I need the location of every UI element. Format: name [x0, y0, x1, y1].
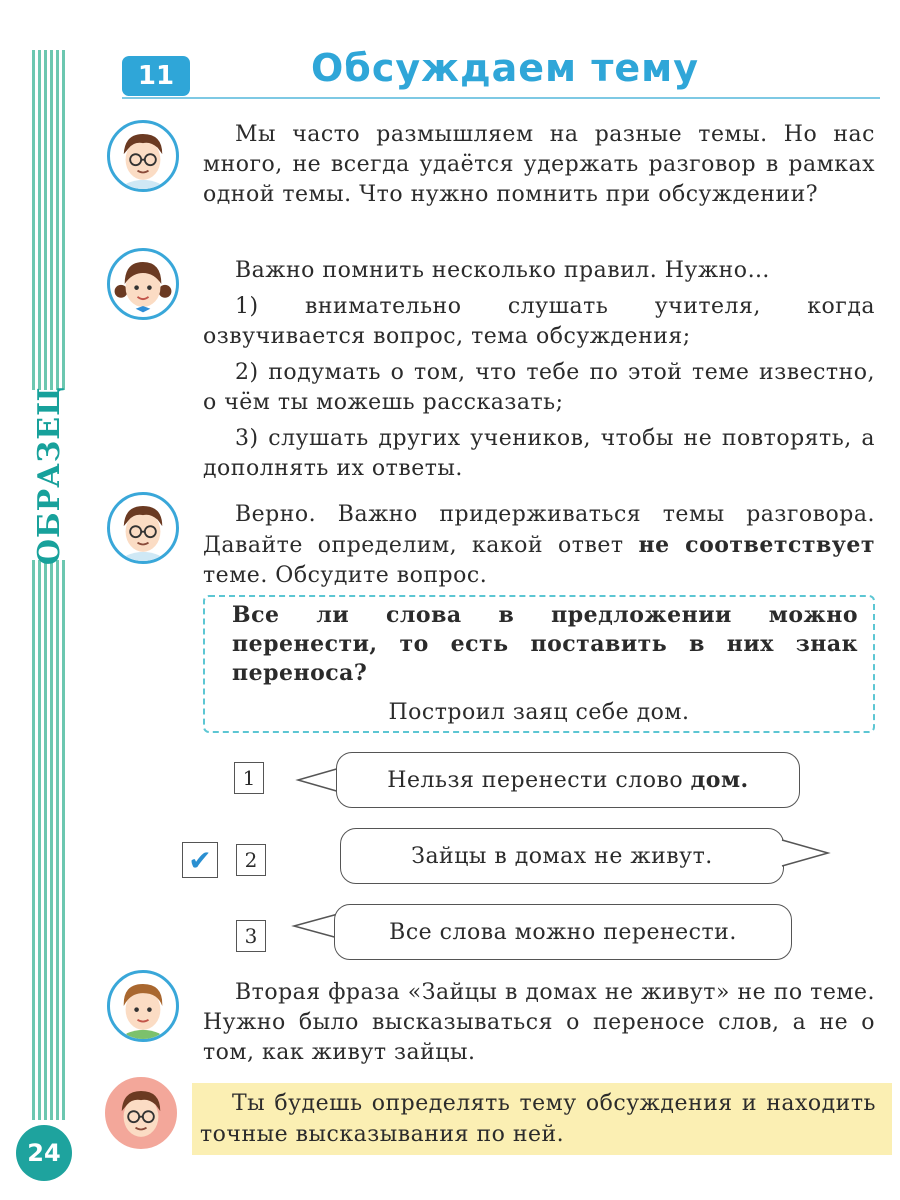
page-number: 24: [16, 1125, 72, 1181]
rule-item-2: 2) подумать о том, что тебе по этой теме известно, о чём ты можешь рассказать;: [203, 360, 875, 415]
lesson-number-badge: 11: [122, 56, 190, 96]
girl-avatar-icon: [107, 248, 179, 320]
rule-item-3: 3) слушать других учеников, чтобы не повторять, а дополнять их ответы.: [203, 426, 875, 481]
speech-bubble-tail: [296, 766, 340, 794]
answer-number-2: 2: [236, 844, 266, 876]
boy-glasses-avatar-icon: [107, 120, 179, 192]
sample-watermark: ОБРАЗЕЦ: [28, 390, 72, 560]
title-divider: [122, 97, 880, 99]
answer-number-1: 1: [234, 762, 264, 794]
speech-bubble-tail: [292, 910, 338, 940]
answer-number-3: 3: [236, 920, 266, 952]
answer-bubble-1: Нельзя перенести слово дом.: [336, 752, 800, 808]
summary-text: Ты будешь определять тему обсуждения и находить точные высказывания по ней.: [200, 1091, 876, 1147]
answer-bubble-3: Все слова можно перенести.: [334, 904, 792, 960]
answer-checkbox-2[interactable]: [182, 842, 218, 878]
page-title: Обсуждаем тему: [311, 46, 699, 90]
side-stripes-decoration: [32, 50, 68, 1120]
explanation-text: Вторая фраза «Зайцы в домах не живут» не по теме. Нужно было высказываться о переносе слов, а не о том, как живут зайцы.: [203, 980, 875, 1065]
task-sentence: Построил заяц себе дом.: [388, 700, 690, 725]
intro-text: Мы часто размышляем на разные темы. Но нас много, не всегда удаётся удержать разговор в рамках одной темы. Что нужно помнить при обсуждении?: [203, 122, 875, 207]
rules-lead: Важно помнить несколько правил. Нужно…: [235, 258, 771, 283]
task-question: Все ли слова в предложении можно перенести, то есть поставить в них знак переноса?: [232, 602, 858, 686]
teacher-reply: Верно. Важно придерживаться темы разговора. Давайте определим, какой ответ не соответствует теме. Обсудите вопрос.: [203, 502, 875, 588]
speech-bubble-tail: [782, 838, 830, 868]
rule-item-1: 1) внимательно слушать учителя, когда озвучивается вопрос, тема обсуждения;: [203, 294, 875, 349]
boy-glasses-avatar-icon: [105, 1077, 177, 1149]
check-icon: ✔: [188, 843, 212, 877]
answer-bubble-2: Зайцы в домах не живут.: [340, 828, 784, 884]
boy-glasses-avatar-icon: [107, 492, 179, 564]
boy-avatar-icon: [107, 970, 179, 1042]
